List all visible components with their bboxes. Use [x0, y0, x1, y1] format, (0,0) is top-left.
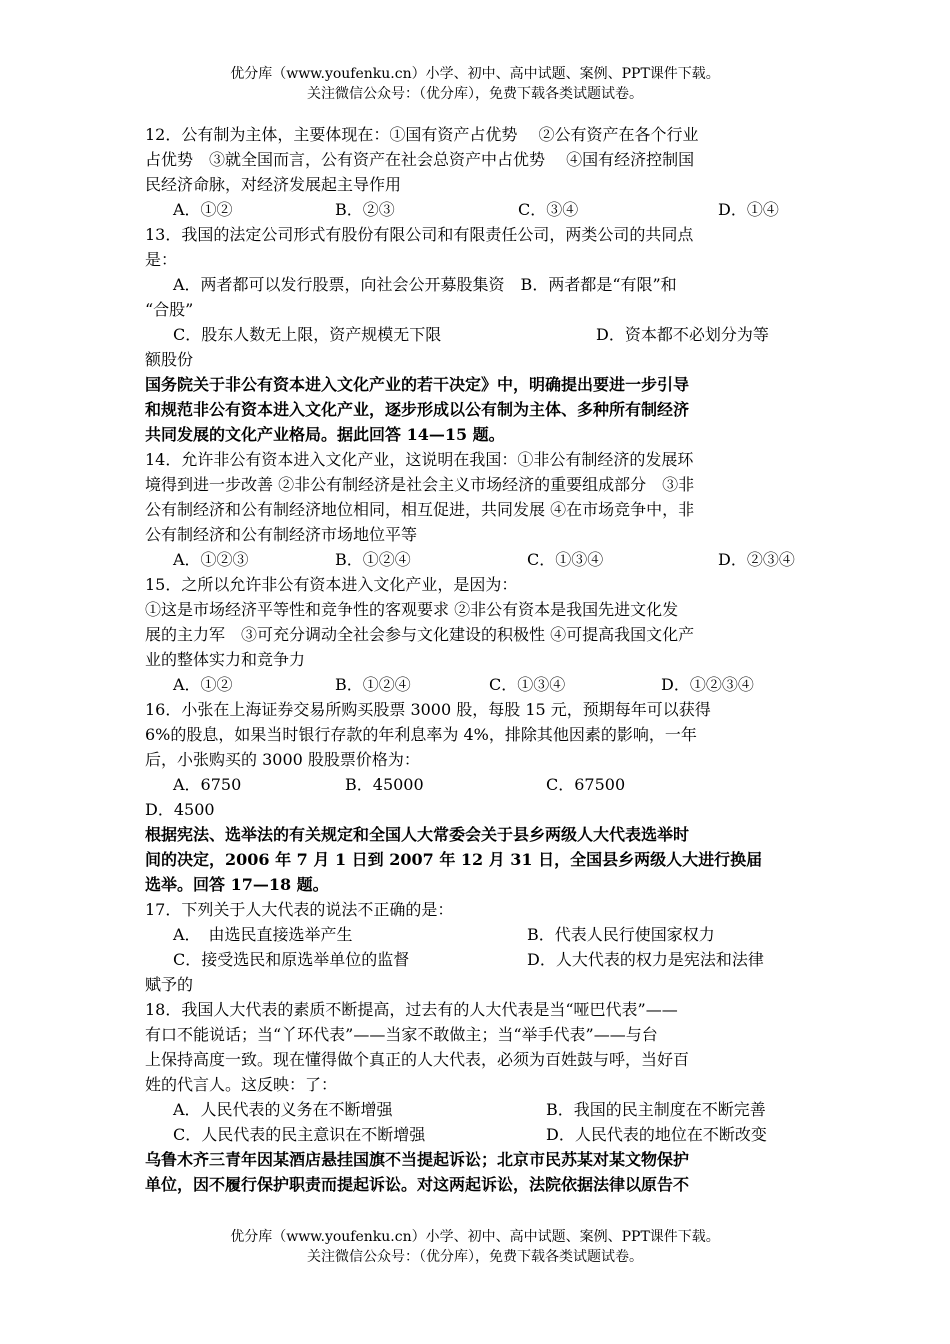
q17-line1: 17．下列关于人大代表的说法不正确的是： [145, 900, 454, 919]
q15-line4: 业的整体实力和竞争力 [145, 650, 306, 669]
q14-line3: 公有制经济和公有制经济地位相同，相互促进，共同发展 ④在市场竞争中，非 [145, 500, 695, 519]
q14-option-b: B．①②④ [335, 550, 411, 569]
q13-line6: 额股份 [145, 350, 194, 369]
q14-option-a: A．①②③ [173, 550, 249, 569]
q18-line4: 姓的代言人。这反映：了： [145, 1075, 338, 1094]
material2-line3: 选举。回答 17—18 题。 [145, 875, 329, 894]
q16-line2: 6%的股息，如果当时银行存款的年利息率为 4%，排除其他因素的影响，一年 [145, 725, 697, 744]
q17-option-d: D．人大代表的权力是宪法和法律 [527, 950, 764, 969]
q12-line3: 民经济命脉，对经济发展起主导作用 [145, 175, 402, 194]
q14-line2: 境得到进一步改善 ②非公有制经济是社会主义市场经济的重要组成部分 ③非 [145, 475, 695, 494]
q12-line1: 12．公有制为主体，主要体现在：①国有资产占优势 ②公有资产在各个行业 [145, 125, 699, 144]
q14-line1: 14．允许非公有资本进入文化产业，这说明在我国：①非公有制经济的发展环 [145, 450, 694, 469]
material1-line3: 共同发展的文化产业格局。据此回答 14—15 题。 [145, 425, 505, 444]
q15-option-d: D．①②③④ [661, 675, 754, 694]
q16-option-c: C．67500 [546, 775, 626, 794]
q14-line4: 公有制经济和公有制经济市场地位平等 [145, 525, 418, 544]
page-footer-line2: 关注微信公众号：（优分库），免费下载各类试题试卷。 [307, 1249, 643, 1265]
q12-option-c: C．③④ [518, 200, 579, 219]
q17-option-a: A． 由选民直接选举产生 [173, 925, 353, 944]
q18-option-c: C．人民代表的民主意识在不断增强 [173, 1125, 426, 1144]
q18-option-b: B．我国的民主制度在不断完善 [546, 1100, 766, 1119]
q15-line1: 15．之所以允许非公有资本进入文化产业，是因为： [145, 575, 518, 594]
q12-option-b: B．②③ [335, 200, 395, 219]
page-header-line1: 优分库（www.youfenku.cn）小学、初中、高中试题、案例、PPT课件下载。 [230, 66, 720, 82]
material1-line1: 国务院关于非公有资本进入文化产业的若干决定》中，明确提出要进一步引导 [145, 375, 690, 394]
q13-line3: A．两者都可以发行股票，向社会公开募股集资 B．两者都是“有限”和 [173, 275, 677, 294]
material3-line2: 单位，因不履行保护职责而提起诉讼。对这两起诉讼，法院依据法律以原告不 [145, 1175, 690, 1194]
q14-option-d: D．②③④ [718, 550, 795, 569]
q17-option-c: C．接受选民和原选举单位的监督 [173, 950, 410, 969]
q17-option-b: B．代表人民行使国家权力 [527, 925, 715, 944]
q16-line3: 后，小张购买的 3000 股股票价格为： [145, 750, 420, 769]
q13-line2: 是： [145, 250, 178, 269]
q13-option-d: D．资本都不必划分为等 [596, 325, 769, 344]
q16-option-a: A．6750 [173, 775, 242, 794]
q15-option-b: B．①②④ [335, 675, 411, 694]
q13-line4: “合股” [145, 300, 194, 319]
material2-line2: 间的决定，2006 年 7 月 1 日到 2007 年 12 月 31 日，全国县乡两级人大进行换届 [145, 850, 763, 869]
q12-line2: 占优势 ③就全国而言，公有资产在社会总资产中占优势 ④国有经济控制国 [145, 150, 695, 169]
q18-line1: 18．我国人大代表的素质不断提高，过去有的人大代表是当“哑巴代表”—— [145, 1000, 678, 1019]
q18-line2: 有口不能说话；当“丫环代表”——当家不敢做主；当“举手代表”——与台 [145, 1025, 658, 1044]
q18-option-d: D．人民代表的地位在不断改变 [546, 1125, 767, 1144]
material3-line1: 乌鲁木齐三青年因某酒店悬挂国旗不当提起诉讼；北京市民苏某对某文物保护 [145, 1150, 690, 1169]
q12-option-d: D．①④ [718, 200, 779, 219]
q15-line3: 展的主力军 ③可充分调动全社会参与文化建设的积极性 ④可提高我国文化产 [145, 625, 695, 644]
q15-option-c: C．①③④ [489, 675, 566, 694]
q17-line4: 赋予的 [145, 975, 194, 994]
q18-option-a: A．人民代表的义务在不断增强 [173, 1100, 393, 1119]
q18-line3: 上保持高度一致。现在懂得做个真正的人大代表，必须为百姓鼓与呼，当好百 [145, 1050, 690, 1069]
q16-option-b: B．45000 [345, 775, 424, 794]
q16-line1: 16．小张在上海证券交易所购买股票 3000 股，每股 15 元，预期每年可以获得 [145, 700, 711, 719]
q14-option-c: C．①③④ [527, 550, 604, 569]
q12-option-a: A．①② [173, 200, 233, 219]
q15-line2: ①这是市场经济平等性和竞争性的客观要求 ②非公有资本是我国先进文化发 [145, 600, 679, 619]
material1-line2: 和规范非公有资本进入文化产业，逐步形成以公有制为主体、多种所有制经济 [145, 400, 690, 419]
page-header-line2: 关注微信公众号：（优分库），免费下载各类试题试卷。 [307, 86, 643, 102]
q13-line5: C．股东人数无上限，资产规模无下限 [173, 325, 442, 344]
q15-option-a: A．①② [173, 675, 233, 694]
q13-line1: 13．我国的法定公司形式有股份有限公司和有限责任公司，两类公司的共同点 [145, 225, 694, 244]
q16-option-d: D．4500 [145, 800, 215, 819]
material2-line1: 根据宪法、选举法的有关规定和全国人大常委会关于县乡两级人大代表选举时 [145, 825, 690, 844]
page-footer-line1: 优分库（www.youfenku.cn）小学、初中、高中试题、案例、PPT课件下载。 [230, 1229, 720, 1245]
